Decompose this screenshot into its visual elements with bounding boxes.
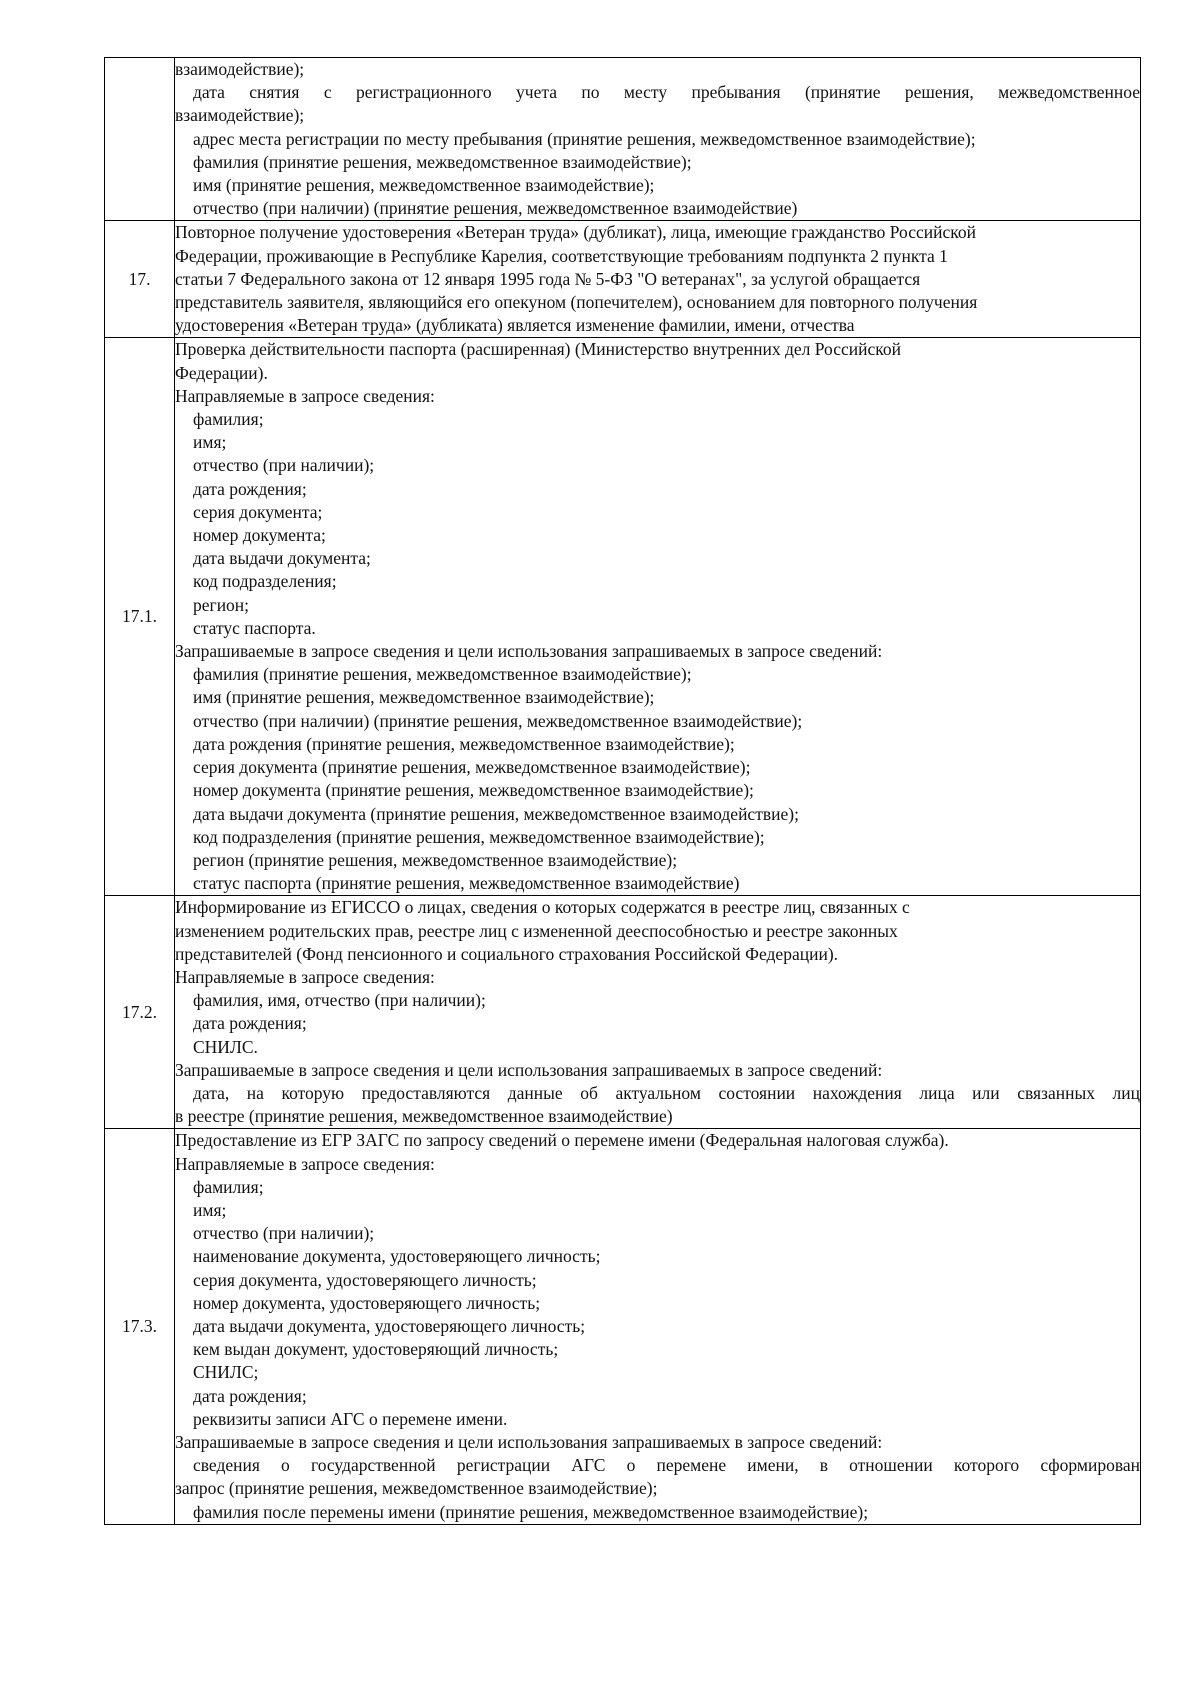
text-line: удостоверения «Ветеран труда» (дубликата) является изменение фамилии, имени, отчества [175, 315, 855, 336]
text-line: имя (принятие решения, межведомственное взаимодействие); [193, 687, 655, 708]
text-line: код подразделения; [193, 571, 337, 592]
text-line: статус паспорта. [193, 617, 316, 638]
text-line: Повторное получение удостоверения «Ветеран труда» (дубликат), лица, имеющие гражданство Российской [175, 222, 976, 243]
text-line: серия документа (принятие решения, межведомственное взаимодействие); [193, 757, 751, 778]
text-line: реквизиты записи АГС о перемене имени. [193, 1408, 508, 1429]
text-line: фамилия; [193, 409, 264, 430]
text-line: фамилия (принятие решения, межведомственное взаимодействие); [193, 664, 692, 685]
text-line: дата снятия с регистрационного учета по месту пребывания (принятие решения, межведомственное [193, 82, 1140, 103]
text-line: имя; [193, 432, 227, 453]
text-line: серия документа, удостоверяющего личность; [193, 1269, 537, 1290]
text-line: представителей (Фонд пенсионного и социального страхования Российской Федерации). [175, 943, 839, 964]
text-line: Направляемые в запросе сведения: [175, 385, 435, 406]
text-line: номер документа (принятие решения, межведомственное взаимодействие); [193, 780, 754, 801]
text-line: фамилия, имя, отчество (при наличии); [193, 990, 486, 1011]
text-line: СНИЛС. [193, 1036, 258, 1057]
row-content [175, 896, 1141, 1129]
text-line: фамилия (принятие решения, межведомственное взаимодействие); [193, 151, 692, 172]
text-line: дата рождения; [193, 1013, 307, 1034]
text-line: кем выдан документ, удостоверяющий личность; [193, 1339, 559, 1360]
text-line: дата выдачи документа; [193, 548, 371, 569]
text-line: дата рождения (принятие решения, межведомственное взаимодействие); [193, 733, 735, 754]
table-row [105, 221, 1141, 338]
text-line: Информирование из ЕГИССО о лицах, сведения о которых содержатся в реестре лиц, связанных с [175, 897, 910, 918]
text-line: статьи 7 Федерального закона от 12 января 1995 года № 5-ФЗ "О ветеранах", за услугой обращается [175, 268, 921, 289]
row-content [175, 1129, 1141, 1524]
text-line: имя (принятие решения, межведомственное взаимодействие); [193, 175, 655, 196]
text-line: Предоставление из ЕГР ЗАГС по запросу сведений о перемене имени (Федеральная налоговая служба). [175, 1130, 949, 1151]
text-line: Запрашиваемые в запросе сведения и цели использования запрашиваемых в запросе сведений: [175, 1431, 883, 1452]
text-line: адрес места регистрации по месту пребывания (принятие решения, межведомственное взаимодействие); [193, 128, 976, 149]
text-line: СНИЛС; [193, 1362, 259, 1383]
text-line: представитель заявителя, являющийся его опекуном (попечителем), основанием для повторного получения [175, 292, 978, 313]
table-row [105, 896, 1141, 1129]
text-line: запрос (принятие решения, межведомственное взаимодействие); [175, 1478, 658, 1499]
row-number: 17.2. [105, 896, 175, 1129]
text-line: Запрашиваемые в запросе сведения и цели использования запрашиваемых в запросе сведений: [175, 641, 883, 662]
text-line: сведения о государственной регистрации АГС о перемене имени, в отношении которого сформирован [193, 1455, 1140, 1476]
text-line: отчество (при наличии) (принятие решения, межведомственное взаимодействие) [193, 198, 798, 219]
document-table [104, 57, 1141, 1525]
text-line: Направляемые в запросе сведения: [175, 966, 435, 987]
text-line: отчество (при наличии); [193, 455, 375, 476]
table-row [105, 338, 1141, 896]
text-line: взаимодействие); [175, 59, 305, 79]
text-line: номер документа; [193, 525, 326, 546]
row-content [175, 338, 1141, 896]
text-line: взаимодействие); [175, 105, 305, 126]
text-line: отчество (при наличии); [193, 1223, 375, 1244]
text-line: дата рождения; [193, 478, 307, 499]
text-line: номер документа, удостоверяющего личность; [193, 1292, 541, 1313]
text-line: Проверка действительности паспорта (расширенная) (Министерство внутренних дел Российской [175, 339, 901, 360]
text-line: изменением родительских прав, реестре лиц с измененной дееспособностью и реестре законных [175, 920, 898, 941]
row-content [175, 58, 1141, 221]
table-row [105, 58, 1141, 221]
text-line: дата рождения; [193, 1385, 307, 1406]
text-line: фамилия после перемены имени (принятие решения, межведомственное взаимодействие); [193, 1501, 869, 1522]
text-line: имя; [193, 1199, 227, 1220]
text-line: в реестре (принятие решения, межведомственное взаимодействие) [175, 1106, 673, 1127]
text-line: Федерации, проживающие в Республике Карелия, соответствующие требованиям подпункта 2 пункта 1 [175, 245, 948, 266]
row-number [105, 58, 175, 221]
text-line: регион (принятие решения, межведомственное взаимодействие); [193, 849, 678, 870]
text-line: серия документа; [193, 501, 323, 522]
text-line: Федерации). [175, 362, 268, 383]
text-line: отчество (при наличии) (принятие решения, межведомственное взаимодействие); [193, 710, 803, 731]
row-content [175, 221, 1141, 338]
text-line: фамилия; [193, 1176, 264, 1197]
text-line: Направляемые в запросе сведения: [175, 1153, 435, 1174]
text-line: дата выдачи документа, удостоверяющего личность; [193, 1315, 586, 1336]
text-line: Запрашиваемые в запросе сведения и цели использования запрашиваемых в запросе сведений: [175, 1059, 883, 1080]
table-row [105, 1129, 1141, 1524]
row-number: 17.3. [105, 1129, 175, 1524]
text-line: наименование документа, удостоверяющего личность; [193, 1246, 601, 1267]
text-line: дата выдачи документа (принятие решения, межведомственное взаимодействие); [193, 803, 799, 824]
text-line: код подразделения (принятие решения, межведомственное взаимодействие); [193, 826, 765, 847]
row-number: 17.1. [105, 338, 175, 896]
text-line: дата, на которую предоставляются данные об актуальном состоянии нахождения лица или связанных лиц [193, 1082, 1140, 1103]
table-body [105, 58, 1141, 1525]
text-line: статус паспорта (принятие решения, межведомственное взаимодействие) [193, 873, 740, 894]
row-number: 17. [105, 221, 175, 338]
text-line: регион; [193, 594, 250, 615]
